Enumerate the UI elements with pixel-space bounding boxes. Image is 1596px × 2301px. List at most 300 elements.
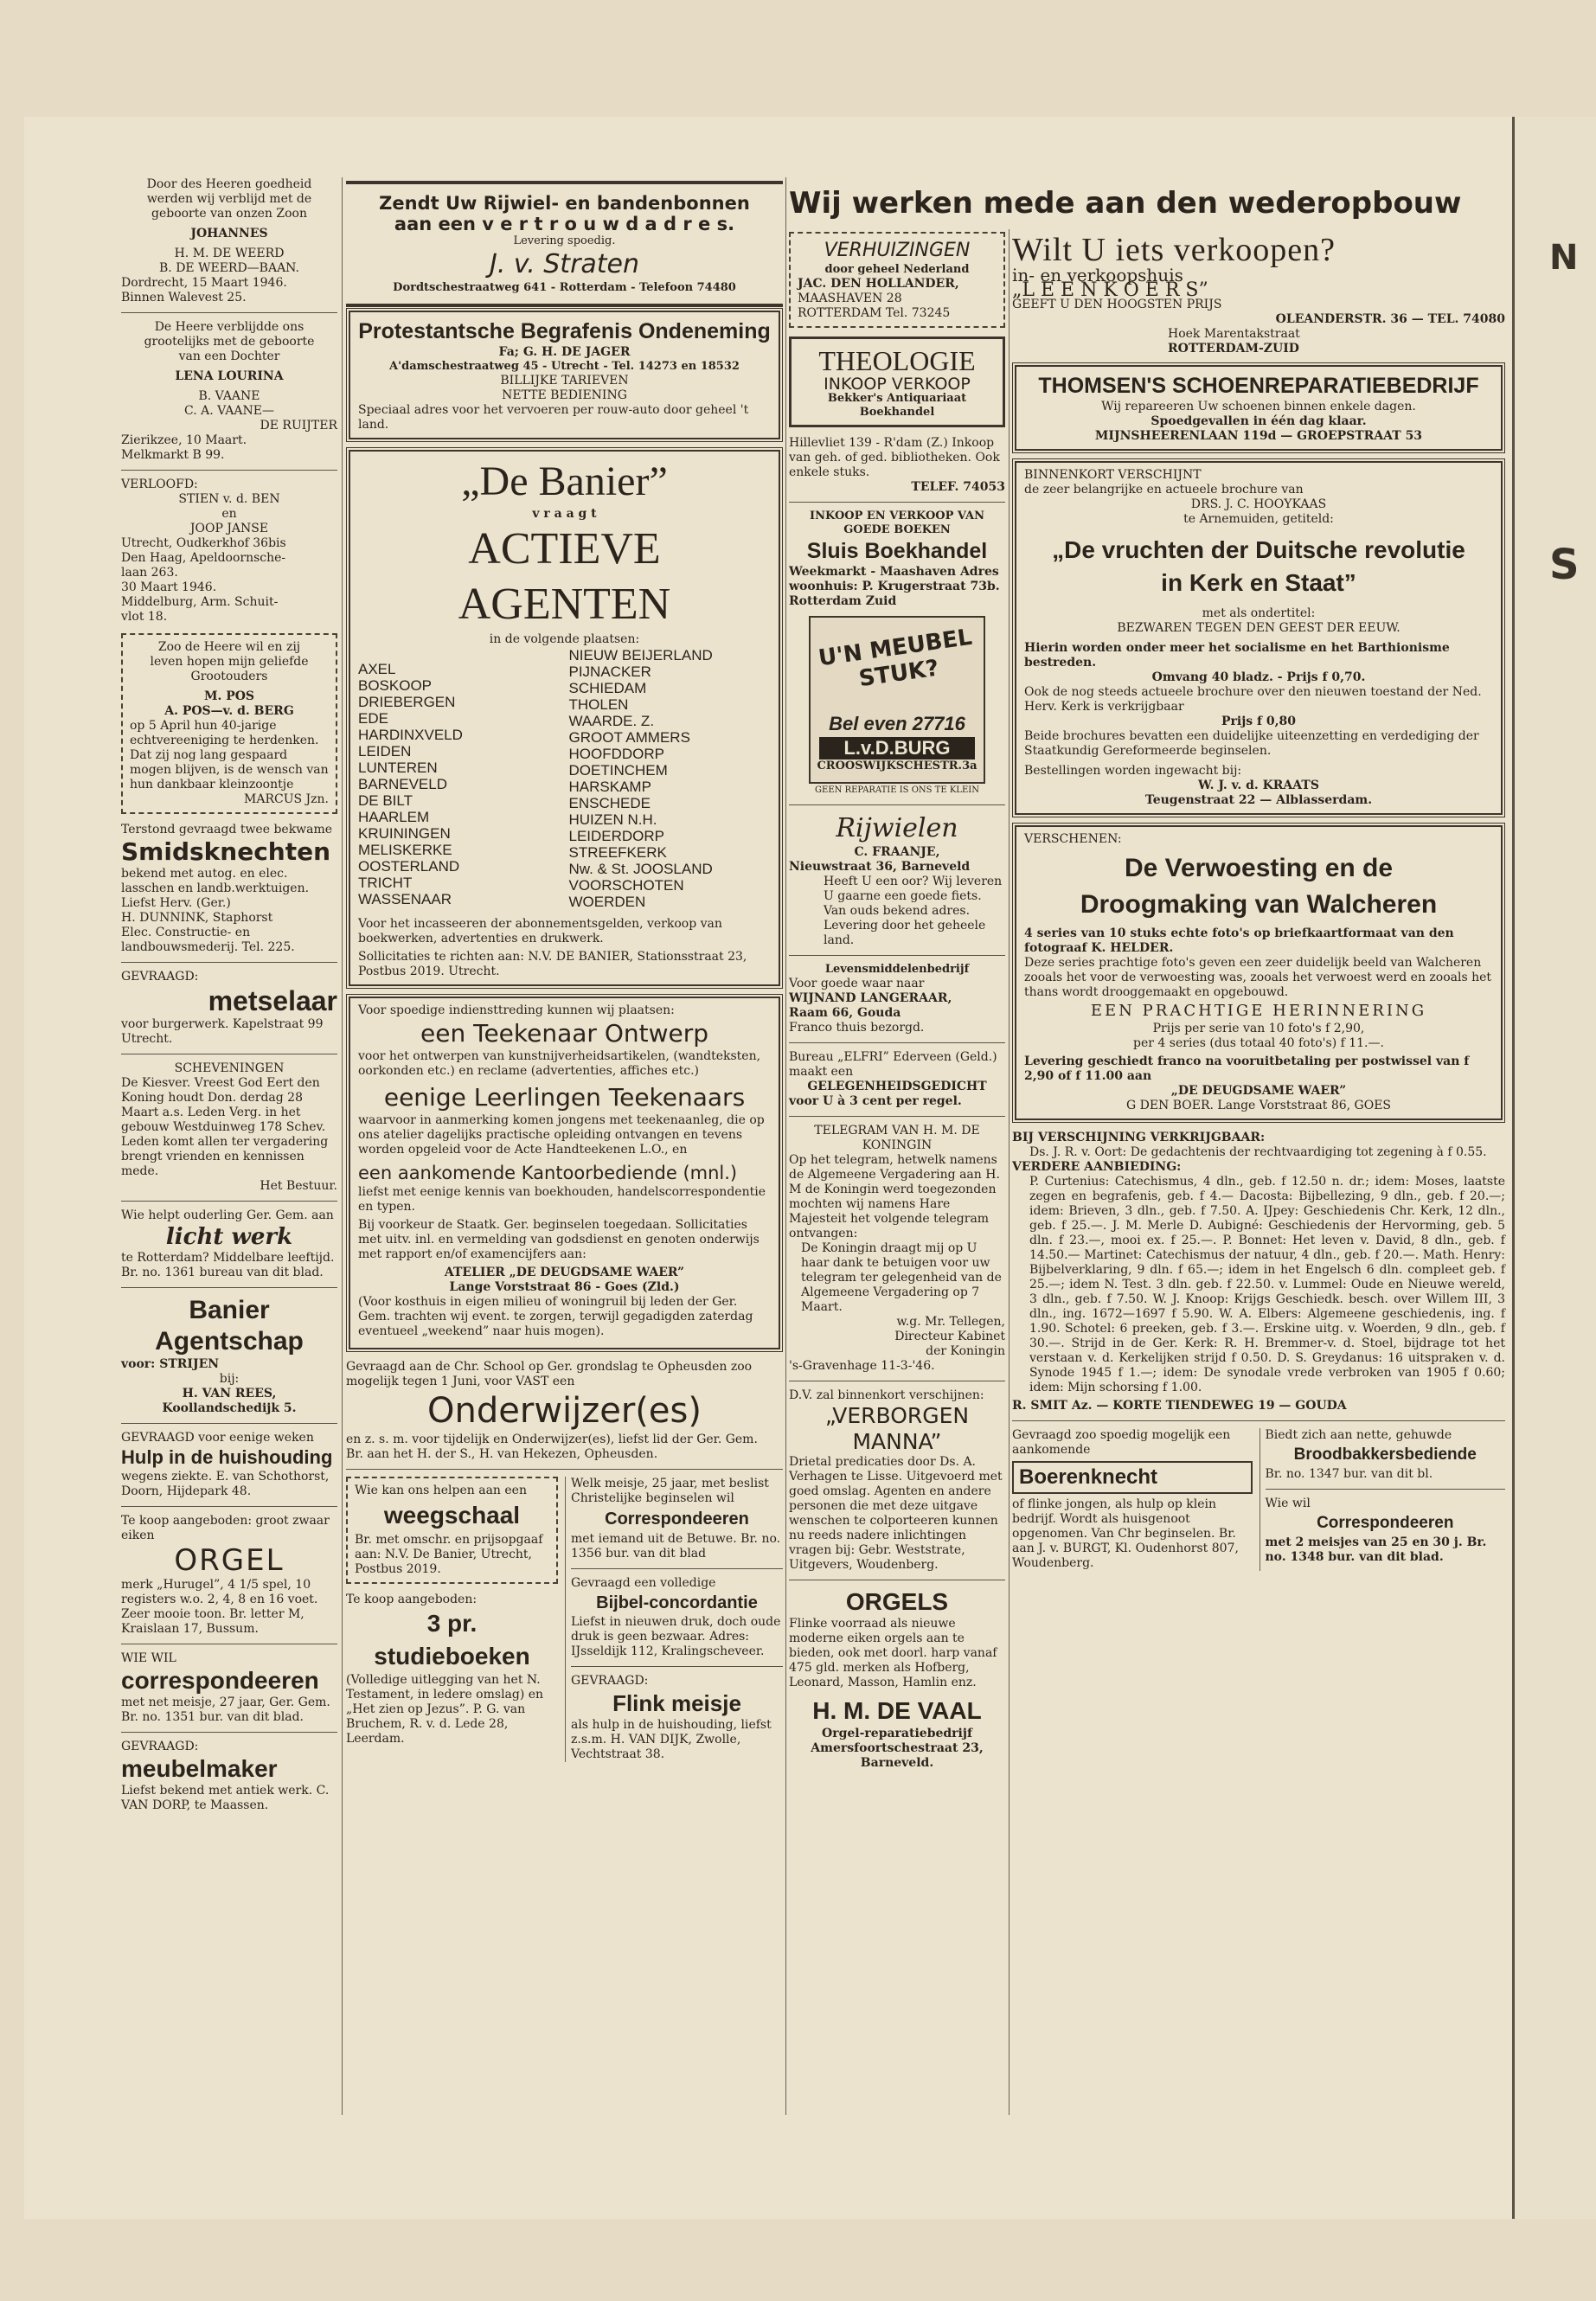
ad-title: metselaar: [208, 985, 337, 1016]
ad-body: waarvoor in aanmerking komen jongens met teekenaanleg, die op ons atelier dagelijks practische opleiding ontvangen en tevens worden opgeleid voor de Acte Handteekenen L.O., en: [358, 1113, 765, 1157]
ad-title: Correspondeeren: [1317, 1514, 1454, 1532]
text-line: van een Dochter: [178, 349, 280, 363]
notice-title: TELEGRAM VAN H. M. DE KONINGIN: [814, 1124, 980, 1152]
ad-title: „VERBORGEN MANNA”: [824, 1403, 970, 1454]
ad-boerenknecht: [1012, 1428, 1253, 1571]
ad-price: Prijs per serie van 10 foto's f 2,90,: [1152, 1022, 1365, 1035]
ad-intro: BIJ VERSCHIJNING VERKRIJGBAAR:: [1012, 1131, 1266, 1144]
place-item: HUIZEN N.H.: [568, 811, 657, 828]
place-line: laan 263.: [121, 566, 178, 580]
ad-title: ORGELS: [845, 1588, 949, 1615]
divider: [571, 1666, 783, 1667]
ad-address: Raam 66, Gouda: [789, 1006, 901, 1020]
ad-flink-meisje: [571, 1674, 783, 1762]
person-name: STIEN v. d. BEN: [178, 492, 280, 506]
ad-title: Protestantsche Begrafenis Ondeneming: [358, 319, 771, 343]
place-item: Nw. & St. JOOSLAND: [568, 861, 713, 877]
ad-title: 3 pr. studieboeken: [374, 1610, 530, 1670]
ad-body: BILLIJKE TARIEVEN: [500, 374, 629, 388]
ad-name: H. VAN REES,: [182, 1387, 277, 1400]
place-item: LEIDEN: [358, 743, 412, 760]
small-ads-right: [1259, 1428, 1506, 1571]
ad-name: Boekhandel: [859, 406, 935, 419]
place-item: HOOFDDORP: [568, 746, 664, 762]
signature: MARCUS Jzn.: [244, 792, 329, 806]
ad-body: te Rotterdam? Middelbare leeftijd. Br. no. 1361 bureau van dit blad.: [121, 1251, 335, 1279]
ad-intro: in- en verkoopshuis: [1012, 265, 1183, 285]
notice-body: op 5 April hun 40-jarige echtvereeniging te herdenken. Dat zij nog lang gespaard mogen blijven, is de wensch van hun dankbaar kleinzoontje: [130, 719, 329, 792]
parent-name: DE RUIJTER: [260, 419, 337, 433]
ad-body: Deze series prachtige foto's geven een zeer duidelijk beeld van Walcheren zooals het voor de verwoesting was, zooals het verwoest werd en zooals het thans wordt drooggemaakt en opgebouwd.: [1024, 956, 1492, 999]
person-name: M. POS: [203, 689, 255, 703]
divider: [1012, 1420, 1505, 1421]
divider: [121, 962, 337, 963]
ad-title: „De Banier”: [461, 458, 668, 504]
ad-body: Hierin worden onder meer het socialisme en het Barthionisme bestreden.: [1024, 641, 1450, 670]
ad-intro: Te koop aangeboden: groot zwaar eiken: [121, 1514, 330, 1542]
text-line: Door des Heeren goedheid: [146, 177, 312, 191]
ad-title: ORGEL: [174, 1543, 285, 1578]
next-page-strip: [1512, 117, 1596, 2219]
ad-body: Hillevliet 139 - R'dam (Z.) Inkoop van geh. of ged. bibliotheken. Ook enkele stuks.: [789, 436, 1000, 479]
conjunction: en: [221, 507, 237, 521]
logo-note: GEEN REPARATIE IS ONS TE KLEIN: [815, 785, 979, 795]
logo-address: CROOSWIJKSCHESTR.3a: [817, 760, 977, 772]
engagement-notice: [121, 478, 337, 625]
ad-name: „L E E N K O E R S”: [1012, 279, 1208, 301]
place-item: BARNEVELD: [358, 776, 447, 792]
ad-body: Wij repareeren Uw schoenen binnen enkele dagen.: [1101, 400, 1416, 413]
person-name: A. POS—v. d. BERG: [164, 704, 294, 718]
ad-name: JAC. DEN HOLLANDER,: [798, 277, 959, 291]
place-item: STREEFKERK: [568, 844, 667, 861]
small-ads-right: [565, 1477, 783, 1762]
ad-title: meubelmaker: [121, 1755, 278, 1782]
ad-straten: [346, 188, 783, 300]
ad-intro: VERDERE AANBIEDING:: [1012, 1160, 1182, 1174]
place-item: GROOT AMMERS: [568, 729, 690, 746]
ad-body: Bij voorkeur de Staatk. Ger. beginselen toegedaan. Sollicitaties met uitv. inl. en vermelding van godsdienst en genoten onderwijs met rapport en/of examencijfers aan:: [358, 1218, 760, 1261]
ad-title: Correspondeeren: [605, 1509, 749, 1529]
ad-address: MIJNSHEERENLAAN 119d — GROEPSTRAAT 53: [1094, 429, 1423, 443]
ad-intro: WIE WIL: [121, 1651, 176, 1665]
ad-address: Hoek Marentakstraat: [1168, 327, 1300, 341]
ad-body: (Volledige uitlegging van het N. Testament, in ledere omslag) en „Het zien op Jezus”. P. G. van Bruchem, R. v. d. Lede 28, Leerdam.: [346, 1673, 544, 1746]
ad-title: licht werk: [165, 1224, 293, 1250]
ad-address: Amersfoortschestraat 23,: [811, 1741, 984, 1755]
ad-body: merk „Hurugel”, 4 1/5 spel, 10 registers w.o. 2, 4, 8 en 16 voet. Zeer mooie toon. Br. letter M, Kraislaan 17, Bussum.: [121, 1578, 318, 1636]
ad-intro: Wie wil: [1265, 1497, 1311, 1510]
ad-body: als hulp in de huishouding, liefst z.s.m. H. VAN DIJK, Zwolle, Vechtstraat 38.: [571, 1718, 772, 1761]
small-ads-row: [1012, 1428, 1505, 1571]
place-item: DOETINCHEM: [568, 762, 668, 779]
ad-meubelmaker: [121, 1740, 337, 1813]
parent-name: B. DE WEERD—BAAN.: [159, 261, 299, 275]
place-item: WOERDEN: [568, 894, 646, 910]
place-item: DE BILT: [358, 792, 413, 809]
small-ads-row: [346, 1477, 783, 1762]
ad-intro: Welk meisje, 25 jaar, met beslist Christelijke beginselen wil: [571, 1477, 769, 1505]
ad-brochure: [1015, 461, 1503, 815]
ad-body: Bureau „ELFRI” Ederveen (Geld.) maakt een: [789, 1050, 997, 1079]
ad-price: Prijs f 0,80: [1221, 715, 1297, 728]
ad-scheveningen: [121, 1061, 337, 1194]
text-line: Grootouders: [190, 670, 268, 683]
place-item: ENSCHEDE: [568, 795, 651, 811]
person-name: JOOP JANSE: [189, 522, 269, 535]
logo-phone: Bel even 27716: [829, 713, 965, 734]
ad-address: OLEANDERSTR. 36 — TEL. 74080: [1275, 312, 1505, 326]
ad-intro: Te koop aangeboden:: [346, 1593, 478, 1606]
rule: [346, 181, 783, 184]
ad-title: een aankomende Kantoorbediende (mnl.): [358, 1163, 738, 1183]
ad-name: Bekker's Antiquariaat: [827, 392, 967, 405]
ad-name: ATELIER „DE DEUGDSAME WAER”: [444, 1266, 685, 1279]
ad-intro: Gevraagd aan de Chr. School op Ger. grondslag te Opheusden zoo mogelijk tegen 1 Juni, voor VAST een: [346, 1360, 753, 1388]
ad-title: THOMSEN'S SCHOENREPARATIEBEDRIJF: [1038, 374, 1479, 398]
place-item: THOLEN: [568, 696, 629, 713]
ad-correspondeeren: [121, 1651, 337, 1725]
ad-body: 4 series van 10 stuks echte foto's op briefkaartformaat van den fotograaf K. HELDER.: [1024, 926, 1454, 955]
ad-rijwielen: [789, 812, 1005, 948]
notice-title: VERLOOFD:: [121, 478, 198, 491]
ad-leen-koers: [1012, 232, 1505, 356]
parent-name: B. VAANE: [198, 389, 260, 403]
place-item: EDE: [358, 710, 388, 727]
place-item: VOORSCHOTEN: [568, 877, 684, 894]
place-item: KRUININGEN: [358, 825, 451, 842]
ad-body: Ook de nog steeds actueele brochure over den nieuwen toestand der Ned. Herv. Kerk is verkrijgbaar: [1024, 685, 1482, 714]
place-line: Binnen Walevest 25.: [121, 291, 247, 304]
signature: der Koningin: [926, 1344, 1005, 1358]
ad-title: Boerenknecht: [1012, 1461, 1253, 1494]
ad-body: Levering spoedig.: [513, 234, 616, 247]
ad-address: Nieuwstraat 36, Barneveld: [789, 860, 971, 874]
ad-orgel: [121, 1514, 337, 1637]
ad-body: wegens ziekte. E. van Schothorst, Doorn, Hijdepark 48.: [121, 1470, 330, 1498]
ad-address: Dordtschestraatweg 641 - Rotterdam - Telefoon 74480: [393, 281, 736, 294]
text-line: grootelijks met de geboorte: [144, 335, 315, 349]
ad-title: Smidsknechten: [121, 837, 331, 866]
ad-correspondeeren-2: [1266, 1497, 1506, 1565]
ad-levensmiddelen: [789, 963, 1005, 1035]
place-item: WAARDE. Z.: [568, 713, 655, 729]
ad-body: Ds. J. R. v. Oort: De gedachtenis der rechtvaardiging tot zegening à f 0.55.: [1029, 1145, 1487, 1159]
ad-title: GELEGENHEIDSGEDICHT: [807, 1080, 987, 1093]
ad-body: Weekmarkt - Maashaven Adres woonhuis: P. Krugerstraat 73b. Rotterdam Zuid: [789, 565, 1000, 608]
ad-body: Flinke voorraad als nieuwe moderne eiken orgels aan te bieden, ook met doorl. harp vanaf 475 gld. merken als Hofberg, Leonard, Masson, Hamlin enz.: [789, 1617, 997, 1689]
ad-body: met als ondertitel:: [1202, 606, 1316, 620]
ad-title: Sluis Boekhandel: [806, 539, 988, 563]
place-item: MELISKERKE: [358, 842, 452, 858]
birth-notice-lena: [121, 320, 337, 463]
ad-title: Levensmiddelenbedrijf: [824, 963, 970, 976]
place-item: WASSENAAR: [358, 891, 452, 907]
signature: w.g. Mr. Tellegen,: [896, 1315, 1005, 1329]
ad-title: Onderwijzer(es): [427, 1391, 702, 1431]
divider: [789, 955, 1005, 956]
ad-body: door geheel Nederland: [824, 263, 970, 276]
ad-title: J. v. Straten: [489, 249, 640, 279]
ad-theologie-detail: [789, 436, 1005, 495]
logo-arc-text: U'N MEUBEL STUK?: [817, 624, 974, 693]
ad-intro: Zendt Uw Rijwiel- en bandenbonnen: [379, 193, 750, 214]
place-item: OOSTERLAND: [358, 858, 460, 875]
place-line: Melkmarkt B 99.: [121, 448, 225, 462]
divider: [789, 502, 1005, 503]
ad-name: W. J. v. d. KRAATS: [1198, 779, 1319, 792]
ad-title: SCHEVENINGEN: [174, 1061, 285, 1075]
divider: [346, 1469, 783, 1470]
ad-elfri: [789, 1050, 1005, 1109]
text-line: werden wij verblijd met de: [146, 192, 312, 206]
ad-huishouding: [121, 1431, 337, 1499]
ad-verhuizingen: [789, 232, 1005, 328]
column-rule: [1009, 229, 1010, 2115]
divider: [121, 1506, 337, 1507]
ad-body: voor U à 3 cent per regel.: [789, 1094, 962, 1108]
ad-body: Voor goede waar naar: [789, 977, 925, 990]
ad-title: Wilt U iets verkoopen?: [1012, 232, 1336, 268]
ad-body: Spoedgevallen in één dag klaar.: [1151, 414, 1367, 428]
ad-orgels: [789, 1587, 1005, 1771]
ad-studieboeken: [346, 1593, 558, 1747]
ad-address: Barneveld.: [860, 1756, 934, 1770]
ad-smidsknechten: [121, 823, 337, 955]
divider: [121, 312, 337, 313]
rule: [346, 304, 783, 307]
ad-intro: Terstond gevraagd twee bekwame: [121, 823, 333, 836]
place-line: Dordrecht, 15 Maart 1946.: [121, 276, 287, 290]
strip-fragment-s: S: [1549, 541, 1580, 589]
ad-weegschaal: [346, 1477, 558, 1584]
ad-burg-meubel-logo: [809, 616, 985, 784]
ad-body: Br. no. 1347 bur. van dit bl.: [1265, 1467, 1433, 1481]
ad-thomsen: [1015, 365, 1503, 451]
place-item: DRIEBERGEN: [358, 694, 456, 710]
ad-title: De Verwoesting en de Droogmaking van Walcheren: [1080, 854, 1438, 919]
text-line: geboorte van onzen Zoon: [151, 207, 308, 221]
child-name: LENA LOURINA: [175, 369, 284, 383]
signature: Het Bestuur.: [260, 1179, 337, 1193]
notice-body: Op het telegram, hetwelk namens de Algemeene Vergadering aan H. M de Koningin werd toegezonden mochten wij namens Hare Majesteit het volgende telegram ontvangen:: [789, 1153, 1000, 1240]
ad-address: Koollandschedijk 5.: [162, 1401, 297, 1415]
place-line: 's-Gravenhage 11-3-'46.: [789, 1359, 935, 1373]
ad-title: Flink meisje: [612, 1690, 741, 1716]
ad-body: liefst met eenige kennis van boekhouden, handelscorrespondentie en typen.: [358, 1185, 766, 1214]
place-item: BOSKOOP: [358, 677, 433, 694]
place-item: LUNTEREN: [358, 760, 438, 776]
ad-intro: GEVRAAGD voor eenige weken: [121, 1431, 314, 1445]
ad-title: THEOLOGIE: [818, 345, 976, 376]
place-item: HARSKAMP: [568, 779, 651, 795]
place-item: AXEL: [358, 661, 396, 677]
signature: Directeur Kabinet: [894, 1330, 1005, 1343]
divider: [1266, 1489, 1506, 1490]
ad-onderwijzer: [346, 1360, 783, 1462]
ad-sluis-boekhandel: [789, 510, 1005, 609]
ad-name: C. FRAANJE,: [854, 845, 940, 859]
ad-body: P. Curtenius: Catechismus, 4 dln., geb. f 12.50 n. dr.; idem: Moses, laatste zegen en begrafenis, geb. f 4.— Dacosta: Bijbellezing, 9 dln., geb. f 20.—; idem: Brieven, 3 dln., geb. f 7.50. A. IJpey: Geschiedenis Chr. Kerk, 12 dln., geb. f 25.—. J. M. Merle D. Aubigné: Geschiedenis der Hervorming, geb. 5 dln. f 23.—, mooi ex. f 25.—. P. Bonnet: Het leven v. David, 8 dln., geb. f 14.50.— Martinet: Catechismus der natuur, 4 dln., geb. f 20.—. Math. Henry: Bijbelverklaring, 9 dln. f 65.—; idem in het Engelsch 6 dln. compleet geb. f 25.—; idem N. Test. 3 dln. geb. f 22.50. v. Lummel: Oude en Nieuwe wereld, 3 dln., geb. f 7.50. W. J. Knoop: Krijgs Geschiedk. besch. over Willem III, 3 dln., ing. 1672—1697 f 5.90. W. A. Elbers: Algemeene geschiedenis, ing. f 1.90. Schotel: 6 preeken, geb. f 3.—. Erskine uitg. v. Woerden, 9 dln., geb. f 30.—. Strijd in de Ger. Kerk: R. H. Bremmer-v. d. Stoel, bijdrage tot het verstaan v. d. Kerkelijken strijd f 0.50. D. S. Greydanus: 16 uitspraken v. d. Synode 1945 f 1.—; idem: De synodale vrede verbroken van 1905 f 0.60; idem: Mijn schorsing f 1.00.: [1029, 1175, 1505, 1394]
place-line: vlot 18.: [121, 610, 168, 624]
ad-body: voor: STRIJEN: [121, 1357, 220, 1371]
ad-body: Heeft U een oor? Wij leveren U gaarne een goede fiets. Van ouds bekend adres. Levering door het geheele land.: [824, 875, 1003, 947]
place-line: 30 Maart 1946.: [121, 580, 217, 594]
ad-body: met 2 meisjes van 25 en 30 j. Br. no. 1348 bur. van dit blad.: [1265, 1535, 1487, 1564]
column-3: [789, 232, 1005, 1771]
ad-title: VERHUIZINGEN: [824, 240, 971, 261]
column-1: [121, 177, 337, 1813]
ad-body: voor het ontwerpen van kunstnijverheidsartikelen, (wandteksten, oorkonden etc.) en reclame (advertenties, affiches etc.): [358, 1049, 761, 1078]
ad-body: Speciaal adres voor het vervoeren per rouw-auto door geheel 't land.: [358, 403, 749, 432]
ad-body: Liefst in nieuwen druk, doch oude druk is geen bezwaar. Adres: IJsseldijk 112, Kralingscheveer.: [571, 1615, 781, 1658]
place-item: LEIDERDORP: [568, 828, 665, 844]
place-line: Zierikzee, 10 Maart.: [121, 433, 247, 447]
anniversary-notice: [121, 633, 337, 814]
ad-body: met iemand uit de Betuwe. Br. no. 1356 bur. van dit blad: [571, 1532, 781, 1561]
text-line: Zoo de Heere wil en zij: [157, 640, 301, 654]
ad-licht-werk: [121, 1208, 337, 1280]
ad-intro: Wie helpt ouderling Ger. Gem. aan: [121, 1208, 334, 1222]
logo-name: L.v.D.BURG: [819, 737, 975, 760]
ad-headline: EEN PRACHTIGE HERINNERING: [1090, 1002, 1427, 1020]
ad-body: Drietal predicaties door Ds. A. Verhagen te Lisse. Uitgevoerd met goed omslag. Agenten en andere personen die met deze uitgave wenschen te colporteeren kunnen nu reeds nadere inlichtingen vragen bij: Gebr. Weststrate, Uitgevers, Woudenberg.: [789, 1455, 1003, 1572]
text-line: De Heere verblijdde ons: [154, 320, 304, 334]
ad-intro: INKOOP VERKOOP: [824, 375, 971, 394]
ad-walcheren: [1015, 825, 1503, 1120]
ad-address: MAASHAVEN 28: [798, 292, 902, 305]
ad-title: correspondeeren: [121, 1667, 319, 1694]
ad-smit-boeken: [1012, 1131, 1505, 1413]
text-line: leven hopen mijn geliefde: [150, 655, 309, 669]
ad-body: Liefst bekend met antiek werk. C. VAN DORP, te Maassen.: [121, 1784, 330, 1812]
places-left: [358, 647, 561, 910]
divider: [121, 1287, 337, 1288]
ad-meisje-correspondeeren: [571, 1477, 783, 1561]
ad-body: Br. aan het H. der S., H. van Hekezen, Opheusden.: [346, 1447, 658, 1461]
ad-body: te Arnemuiden, getiteld:: [1183, 512, 1334, 526]
ad-verborgen-manna: [789, 1388, 1005, 1573]
ad-intro: D.V. zal binnenkort verschijnen:: [789, 1388, 984, 1402]
ad-title: Hulp in de huishouding: [121, 1446, 333, 1468]
ad-price: Omvang 40 bladz. - Prijs f 0,70.: [1151, 670, 1366, 684]
ad-address: H. DUNNINK, Staphorst: [121, 911, 273, 925]
place-item: NIEUW BEIJERLAND: [568, 647, 713, 663]
ad-body: de zeer belangrijke en actueele brochure van: [1024, 483, 1304, 497]
column-2: [346, 177, 783, 1762]
divider: [121, 1423, 337, 1424]
divider: [121, 1732, 337, 1733]
divider: [789, 1116, 1005, 1117]
divider: [121, 470, 337, 471]
ad-begrafenis: [349, 311, 780, 439]
divider: [789, 1042, 1005, 1043]
ad-body: Beide brochures bevatten een duidelijke uiteenzetting en verdediging der Staatkundig Gereformeerde beginselen.: [1024, 729, 1479, 758]
ad-bijbel-concordantie: [571, 1576, 783, 1659]
place-line: Middelburg, Arm. Schuit-: [121, 595, 279, 609]
column-rule: [785, 177, 786, 2115]
place-line: Utrecht, Oudkerkhof 36bis: [121, 536, 286, 550]
notice-quote: De Koningin draagt mij op U haar dank te betuigen voor uw telegram ter gelegenheid van de Algemeene Vergadering op 7 Maart.: [801, 1241, 1002, 1314]
ad-body: en z. s. m. voor tijdelijk en Onderwijzer(es), liefst lid der Ger. Gem.: [346, 1433, 758, 1446]
ad-body: voor burgerwerk. Kapelstraat 99 Utrecht.: [121, 1017, 324, 1046]
ad-intro: Gevraagd zoo spoedig mogelijk een aankomende: [1012, 1428, 1231, 1457]
ad-body: bij:: [219, 1372, 240, 1386]
ad-name: Fa; G. H. DE JAGER: [498, 345, 631, 359]
ad-body: (Voor kosthuis in eigen milieu of woningruil bij leden der Ger. Gem. trachten wij event. te zorgen, terwijl gegadigden zaterdag eventueel „weekend” naar huis mogen).: [358, 1295, 753, 1338]
ad-intro: aan een v e r t r o u w d a d r e s.: [394, 214, 735, 234]
ad-body: De Kiesver. Vreest God Eert den Koning houdt Don. derdag 28 Maart a.s. Leden Verg. in het gebouw Westduinweg 178 Schev. Leden komt allen ter vergadering brengt vrienden en kennissen mede.: [121, 1076, 329, 1178]
places-right: [569, 647, 772, 910]
ad-theologie: [789, 336, 1005, 427]
ad-title: „De vruchten der Duitsche revolutie in Kerk en Staat”: [1052, 536, 1465, 596]
column-4: [1012, 232, 1505, 1571]
ad-address: Lange Vorststraat 86 - Goes (Zld.): [449, 1280, 680, 1294]
child-name: JOHANNES: [190, 227, 268, 240]
places-list: [358, 647, 771, 910]
birth-notice-johannes: [121, 177, 337, 305]
strip-fragment-n: N: [1549, 238, 1579, 278]
ad-address: ROTTERDAM-ZUID: [1168, 342, 1299, 356]
ad-title: een Teekenaar Ontwerp: [420, 1019, 708, 1048]
small-ads-left: [346, 1477, 558, 1762]
ad-address: A'damschestraatweg 45 - Utrecht - Tel. 14273 en 18532: [389, 360, 740, 373]
place-item: TRICHT: [358, 875, 413, 891]
ad-address: Teugenstraat 22 — Alblasserdam.: [1144, 793, 1373, 807]
ad-title: weegschaal: [383, 1502, 521, 1529]
ad-body: met net meisje, 27 jaar, Ger. Gem. Br. no. 1351 bur. van dit blad.: [121, 1695, 330, 1724]
ad-name: DRS. J. C. HOOYKAAS: [1190, 497, 1327, 511]
ad-body: NETTE BEDIENING: [502, 388, 627, 402]
ad-price: per 4 series (dus totaal 40 foto's) f 11.—.: [1133, 1036, 1384, 1050]
ad-intro: BINNENKORT VERSCHIJNT: [1024, 468, 1202, 482]
ad-address: R. SMIT Az. — KORTE TIENDEWEG 19 — GOUDA: [1012, 1399, 1347, 1413]
ad-title: Rijwielen: [836, 813, 958, 843]
place-item: HAARLEM: [358, 809, 430, 825]
ad-intro: Gevraagd een volledige: [571, 1576, 716, 1590]
ad-intro: VERSCHENEN:: [1024, 832, 1122, 846]
ad-name: H. M. DE VAAL: [812, 1697, 982, 1724]
parent-name: H. M. DE WEERD: [174, 247, 285, 260]
divider: [789, 804, 1005, 805]
ad-title: Bijbel-concordantie: [596, 1593, 758, 1612]
ad-body: Voor het incasseeren der abonnementsgelden, verkoop van boekwerken, advertenties en drukwerk.: [358, 917, 722, 945]
page-headline: Wij werken mede aan den wederopbouw: [789, 186, 1462, 221]
ad-body: Elec. Constructie- en landbouwsmederij. Tel. 225.: [121, 926, 295, 954]
ad-body: GEEFT U DEN HOOGSTEN PRIJS: [1012, 298, 1222, 311]
ad-headline: ACTIEVE AGENTEN: [458, 524, 671, 629]
ad-banier-agenten: [349, 450, 780, 986]
ad-intro: Biedt zich aan nette, gehuwde: [1265, 1428, 1452, 1442]
parent-name: C. A. VAANE—: [184, 404, 274, 418]
ad-body: bekend met autog. en elec. lasschen en landb.werktuigen. Liefst Herv. (Ger.): [121, 867, 310, 910]
ad-body: in de volgende plaatsen:: [489, 632, 640, 646]
column-rule: [342, 177, 343, 2115]
place-line: Den Haag, Apeldoornsche-: [121, 551, 286, 565]
ad-title: Broodbakkersbediende: [1293, 1445, 1477, 1464]
ad-name: „DE DEUGDSAME WAER”: [1170, 1084, 1347, 1098]
ad-intro: GEVRAAGD:: [571, 1674, 649, 1688]
place-item: PIJNACKER: [568, 663, 651, 680]
ad-broodbakker: [1266, 1428, 1506, 1482]
ad-name: WIJNAND LANGERAAR,: [789, 991, 952, 1005]
ad-body: Bestellingen worden ingewacht bij:: [1024, 764, 1242, 778]
ad-intro: Voor spoedige indiensttreding kunnen wij plaatsen:: [358, 1003, 675, 1017]
place-item: HARDINXVELD: [358, 727, 463, 743]
ad-address: G DEN BOER. Lange Vorststraat 86, GOES: [1125, 1099, 1392, 1112]
ad-intro: GEVRAAGD:: [121, 970, 199, 984]
ad-address: ROTTERDAM Tel. 73245: [798, 306, 951, 320]
